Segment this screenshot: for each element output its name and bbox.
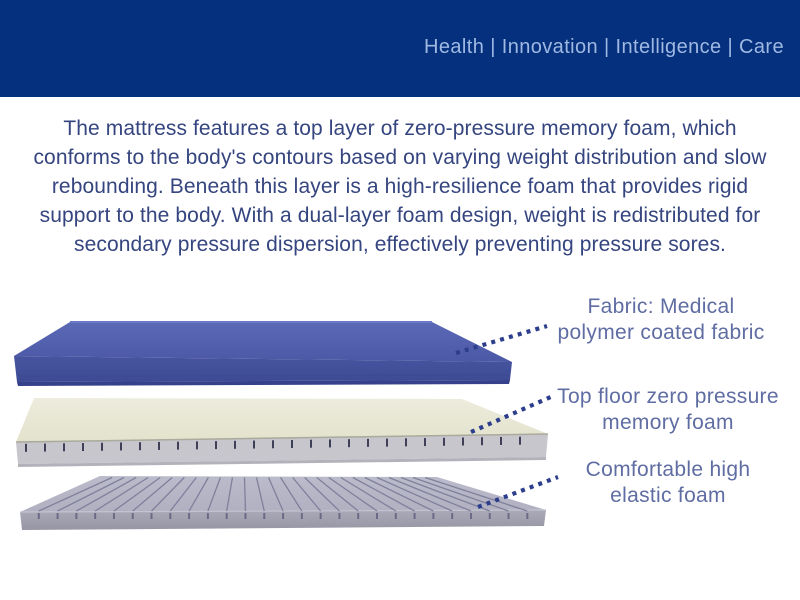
product-description: The mattress features a top layer of zero-pressure memory foam, which conforms to the body's contours based on varying weight distribution and slow rebounding. Beneath this layer is a high-resilience foam that provides rigid support to the body. With a dual-layer foam design, weight is redistributed for secondary pressure dispersion, effectively preventing pressure sores. bbox=[33, 117, 767, 256]
callout-elastic-foam-label bbox=[535, 457, 800, 509]
header-bar bbox=[0, 0, 800, 97]
fabric-layer-image bbox=[14, 322, 512, 386]
callout-elastic-foam-line2: elastic foam bbox=[610, 484, 726, 507]
callout-fabric-label bbox=[530, 294, 792, 346]
callout-memory-foam-line2: memory foam bbox=[602, 411, 734, 434]
callout-fabric-line1: Fabric: Medical bbox=[587, 295, 735, 318]
callout-memory-foam-line1: Top floor zero pressure bbox=[557, 385, 779, 408]
callout-elastic-foam-line1: Comfortable high bbox=[585, 458, 751, 481]
callout-memory-foam-label bbox=[535, 384, 800, 436]
brand-tagline: Health | Innovation | Intelligence | Care bbox=[424, 36, 784, 58]
memory-foam-layer-image bbox=[16, 398, 548, 467]
elastic-foam-layer-image bbox=[20, 476, 546, 530]
callout-fabric-line2: polymer coated fabric bbox=[557, 321, 765, 344]
